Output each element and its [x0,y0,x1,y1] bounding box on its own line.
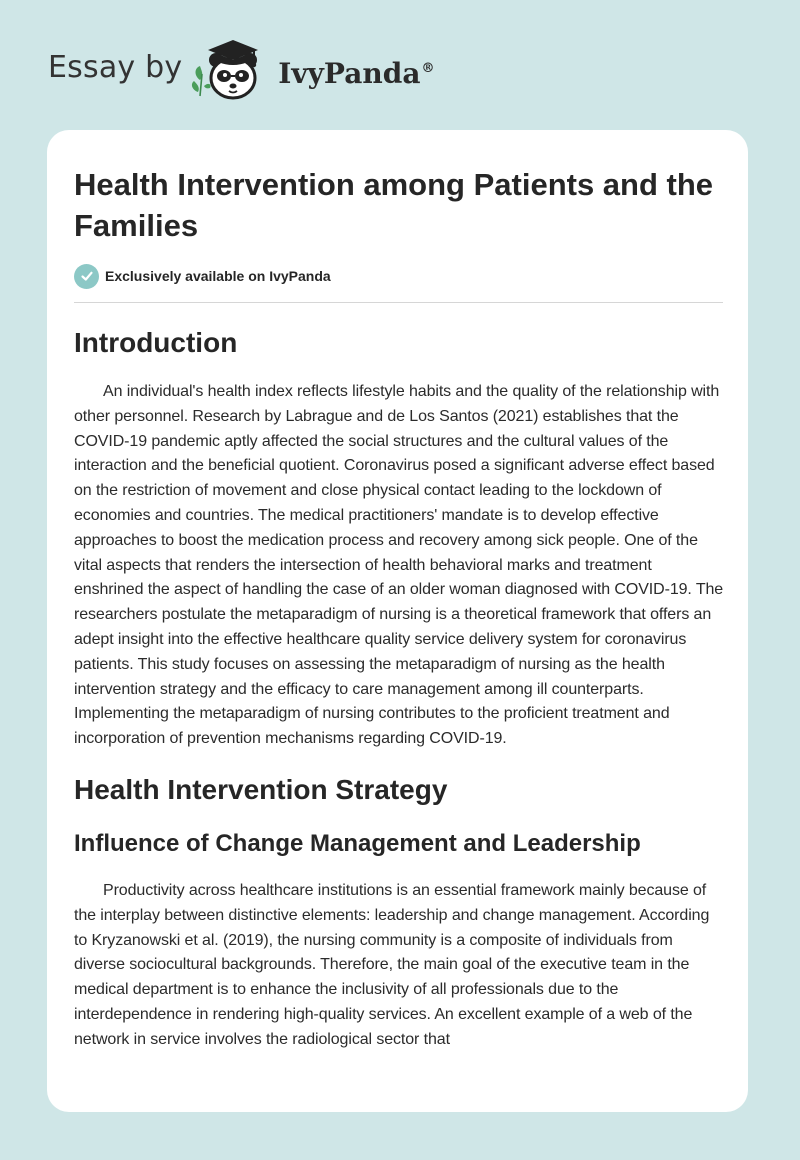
panda-logo-icon[interactable] [188,34,276,106]
site-header [48,34,434,106]
registered-mark: ® [421,61,435,77]
check-icon [74,264,99,289]
exclusive-badge [74,263,724,289]
subsection-heading-influence: Influence of Change Management and Leadership [74,829,641,857]
essay-title: Health Intervention among Patients and the Families [74,167,714,243]
divider [74,302,723,303]
exclusive-badge-text: Exclusively available on IvyPanda [105,268,331,284]
section-heading-strategy: Health Intervention Strategy [74,773,448,805]
essay-card [47,130,748,1112]
influence-paragraph: Productivity across healthcare institutions is an essential framework mainly because of the interplay between distinctive elements: leadership and change management. According to Kryzanowski et al. (2019), the nursing community is a composite of individuals from diverse sociocultural backgrounds. Therefore, the main goal of the executive team in the medical department is to enhance the inclusivity of all professionals due to the interdependence in rendering high-quality services. An excellent example of a web of the network in service involves the radiological sector that [74,881,710,1048]
brand-prefix: Essay by [48,49,183,85]
essay-content [74,164,724,1053]
brand-name: IvyPanda® [278,56,435,90]
section-heading-introduction: Introduction [74,327,238,358]
introduction-paragraph: An individual's health index reflects lifestyle habits and the quality of the relationship with other personnel. Research by Labrague and de Los Santos (2021) establishes that the COVID-19 pandemic aptly affected the social structures and the cultural values of the interaction and the beneficial quotient. Coronavirus posed a significant adverse effect based on the restriction of movement and close physical contact leading to the lockdown of economies and countries. The medical practitioners' mandate is to develop effective approaches to boost the medication process and recovery among sick people. One of the vital aspects that renders the intersection of health behavioral marks and treatment enshrined the aspect of handling the case of an older woman diagnosed with COVID-19. The researchers postulate the metaparadigm of nursing is a theoretical framework that offers an adept insight into the effective healthcare quality service delivery system for coronavirus patients. This study focuses on assessing the metaparadigm of nursing as the health intervention strategy and the efficacy to care management among ill counterparts. Implementing the metaparadigm of nursing contributes to the proficient treatment and incorporation of prevention mechanisms regarding COVID-19. [74,383,724,748]
